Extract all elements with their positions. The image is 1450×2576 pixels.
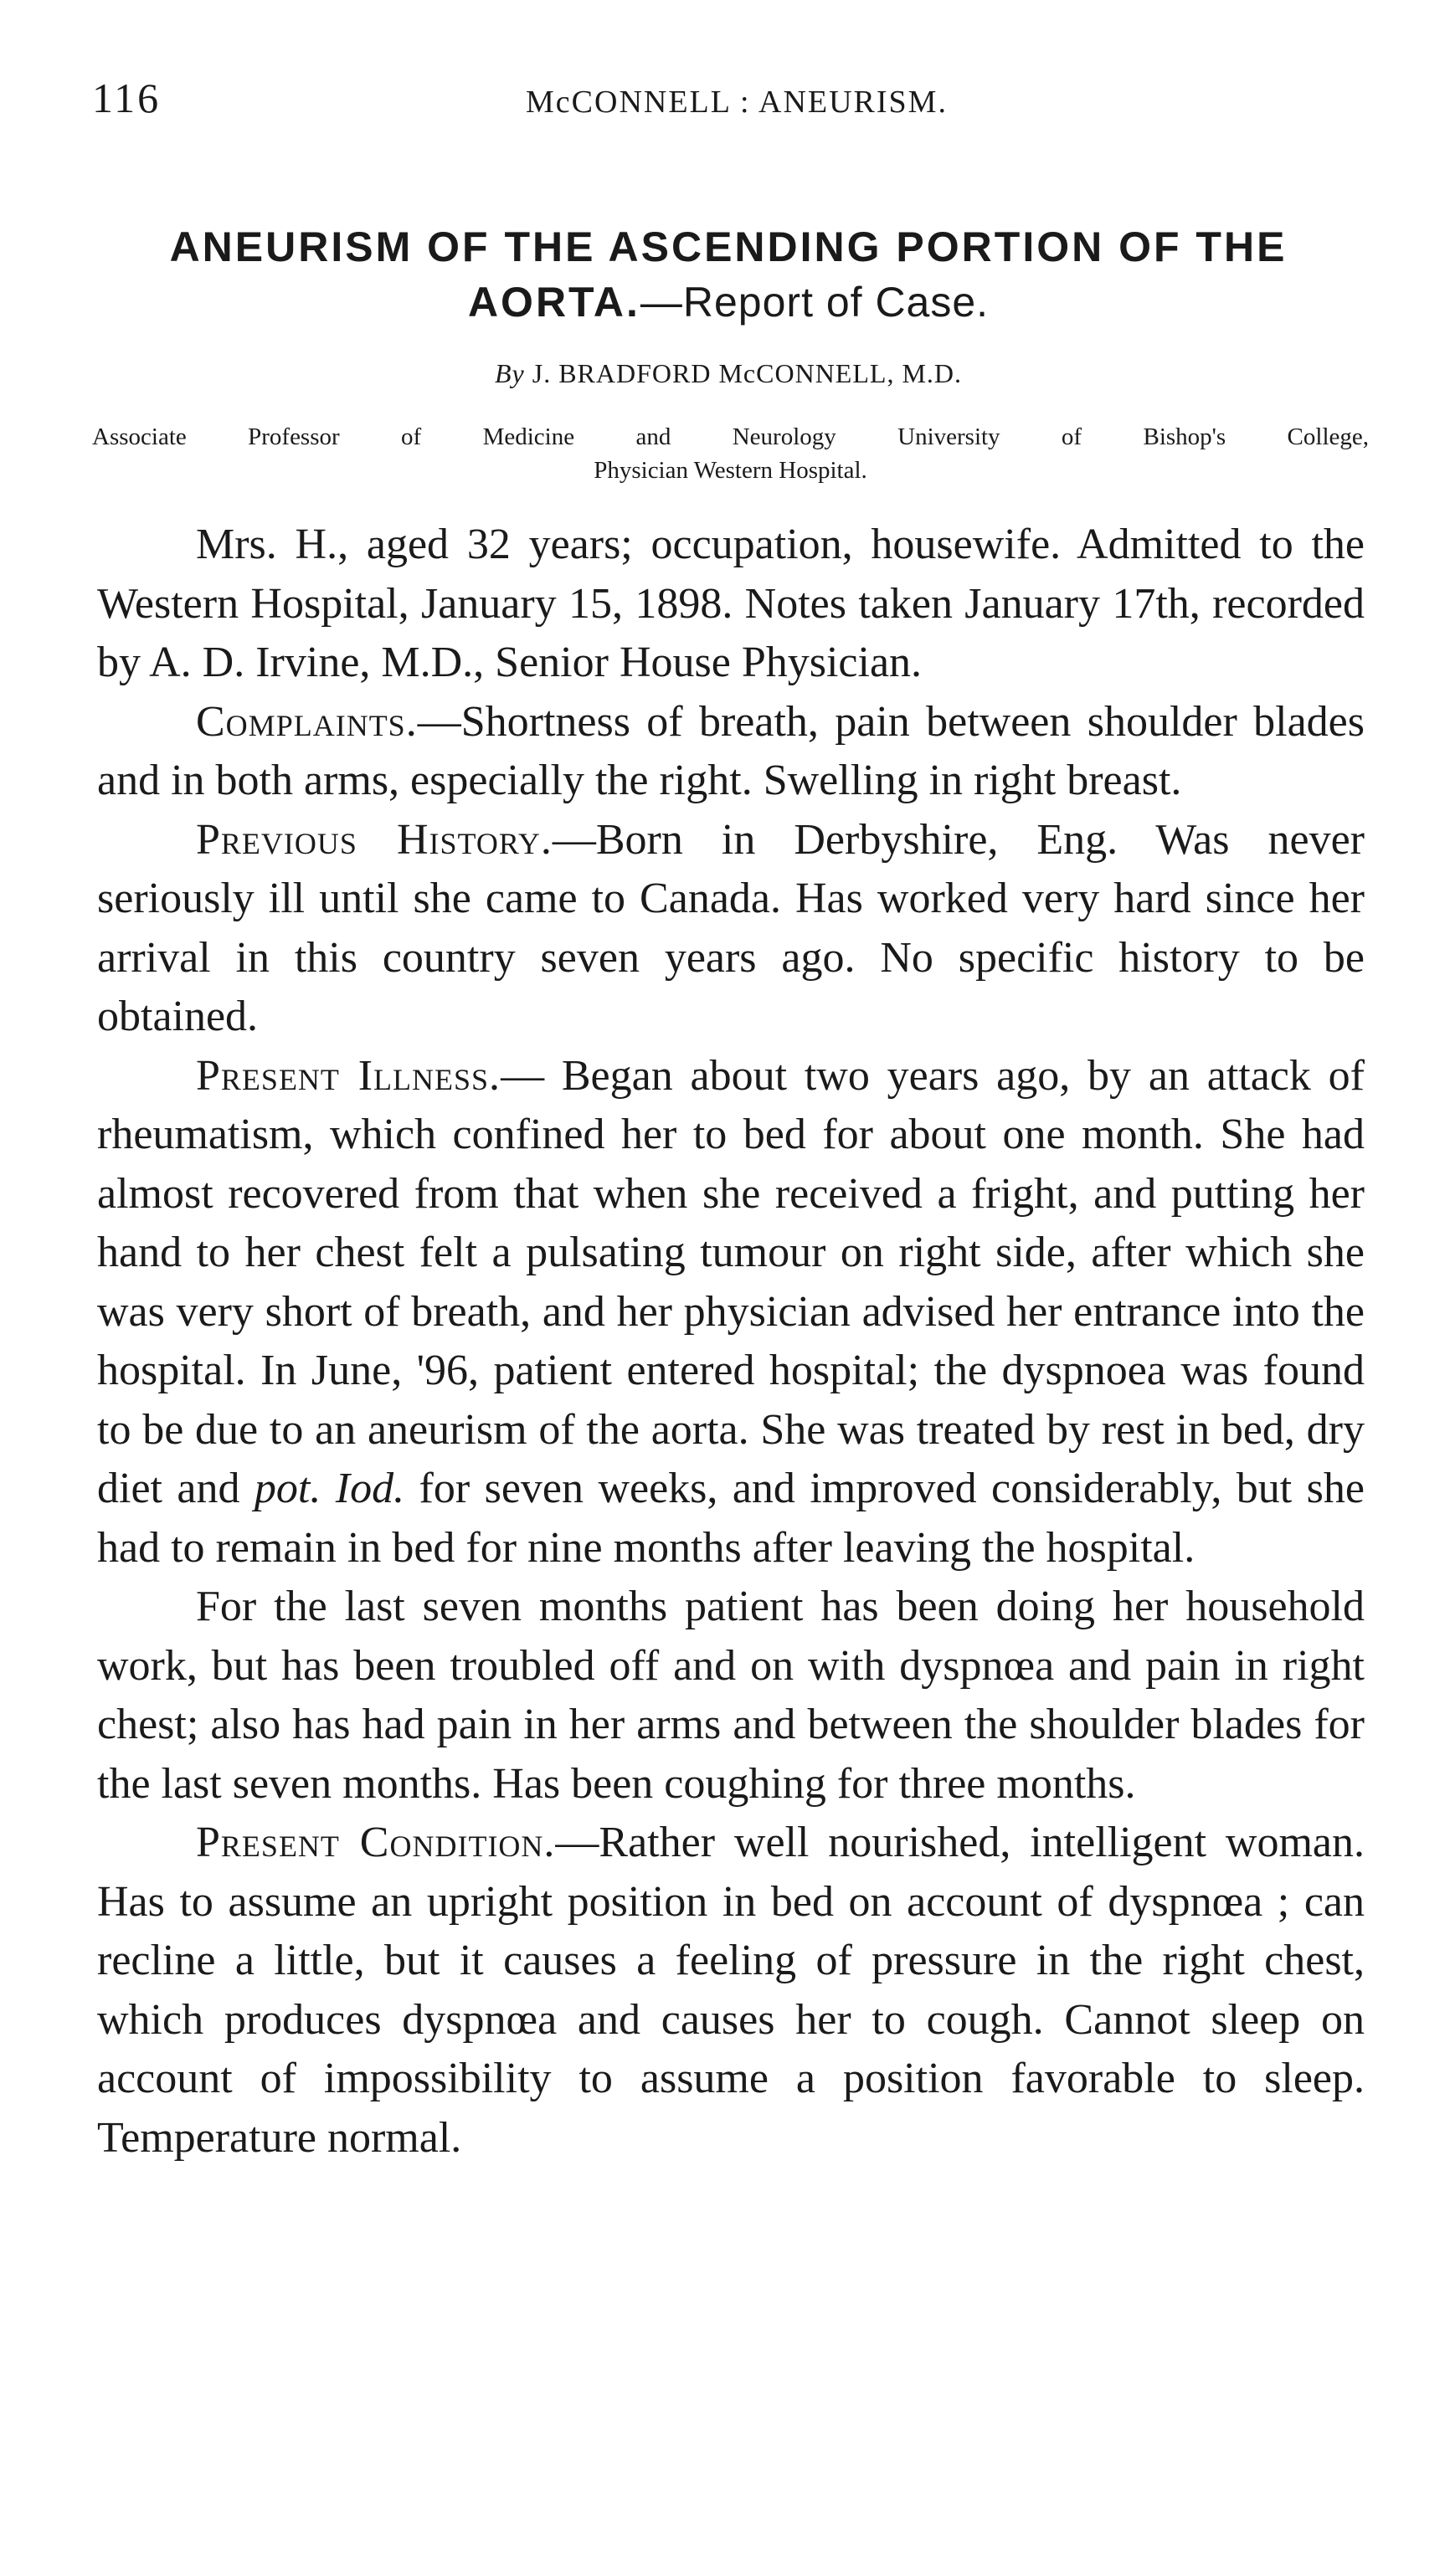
byline: [84, 358, 1373, 389]
byline-prefix: By: [495, 358, 525, 388]
paragraph-text: Mrs. H., aged 32 years; occupation, housewife. Admitted to the Western Hospital, January 15, 1898. Notes taken January 17th, recorded by A. D. Irvine, M.D., Senior House Physician.: [97, 521, 1365, 686]
running-title: McCONNELL : ANEURISM.: [526, 85, 948, 120]
section-heading-present-illness: Present Illness.: [196, 1051, 501, 1100]
affiliation-line-1: Associate Professor of Medicine and Neurology University of Bishop's College,: [92, 423, 1369, 450]
section-heading-complaints: Complaints.: [196, 697, 418, 746]
paragraph-present-illness: [97, 1047, 1365, 1578]
author-affiliation: [92, 420, 1369, 487]
paragraph-text: — Began about two years ago, by an attack of rheumatism, which confined her to bed for about one month. She had almost recovered from that when she received a fright, and putting her hand to her chest felt a pulsating tumour on right side, after which she was very short of breath, and her physician advised her entrance into the hospital. In June, '96, patient entered hospital; the dyspnoea was found to be due to an aneurism of the aorta. She was treated by rest in bed, dry diet and: [97, 1051, 1365, 1512]
running-head: [92, 74, 1381, 132]
paragraph-admission: [97, 516, 1365, 693]
article-title-sub: —Report of Case.: [640, 279, 990, 326]
paragraph-present-condition: [97, 1814, 1365, 2168]
paragraph-text: For the last seven months patient has been doing her household work, but has been troubled off and on with dyspnœa and pain in right chest; also has had pain in her arms and between the shoulder blades for the last seven months. Has been coughing for three months.: [97, 1583, 1365, 1808]
page-number: 116: [92, 74, 162, 121]
article-body: [97, 516, 1365, 2168]
article-title: [84, 219, 1373, 330]
affiliation-line-2: Physician Western Hospital.: [594, 457, 867, 484]
paragraph-text: —Born in Derbyshire, Eng. Was never seriously ill until she came to Canada. Has worked very hard since her arrival in this country seven years ago. No specific history to be obtained.: [97, 815, 1365, 1040]
italic-drug-name: pot. Iod.: [254, 1465, 405, 1512]
paragraph-recent-history: [97, 1578, 1365, 1814]
author-name: J. BRADFORD McCONNELL, M.D.: [532, 358, 962, 388]
paragraph-text: —Rather well nourished, intelligent woman. Has to assume an upright position in bed on account of dyspnœa ; can recline a little, but it causes a feeling of pressure in the right chest, which produces dyspnœa and causes her to cough. Cannot sleep on account of impossibility to assume a position favorable to sleep. Temperature normal.: [97, 1819, 1365, 2162]
section-heading-present-condition: Present Condition.: [196, 1819, 556, 1866]
paragraph-text: for seven weeks, and improved considerably, but she had to remain in bed for nine months after leaving the hospital.: [97, 1465, 1365, 1572]
paragraph-previous-history: [97, 811, 1365, 1047]
section-heading-previous-history: Previous History.: [196, 815, 553, 864]
paragraph-text: —Shortness of breath, pain between shoulder blades and in both arms, especially the right. Swelling in right breast.: [97, 697, 1365, 804]
paragraph-complaints: [97, 693, 1365, 811]
article-title-main: ANEURISM OF THE ASCENDING PORTION OF THE AORTA.: [169, 223, 1288, 326]
